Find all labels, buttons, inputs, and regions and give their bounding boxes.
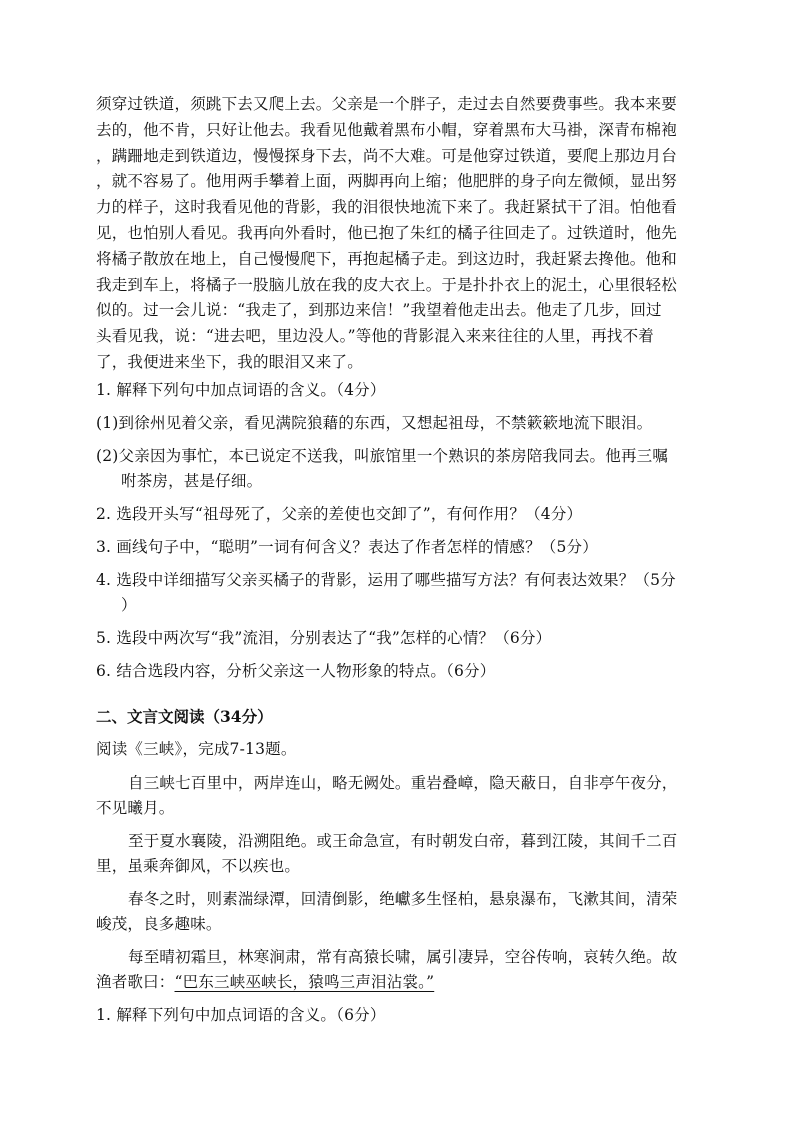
- classical-text-line: 峻茂，良多趣味。: [96, 915, 222, 933]
- passage-line: ，蹒跚地走到铁道边，慢慢探身下去，尚不大难。可是他穿过铁道，要爬上那边月台: [96, 146, 677, 165]
- section-heading: 二、文言文阅读（34分）: [96, 707, 273, 726]
- question-6: 6. 结合选段内容，分析父亲这一人物形象的特点。（6分）: [96, 662, 496, 680]
- section-instruction: 阅读《三峡》，完成7-13题。: [96, 740, 297, 758]
- question-4: 4. 选段中详细描写父亲买橘子的背影，运用了哪些描写方法？有何表达效果？（5分: [96, 571, 676, 589]
- passage-line: 我走到车上，将橘子一股脑儿放在我的皮大衣上。于是扑扑衣上的泥土，心里很轻松: [96, 275, 677, 294]
- passage-line: 头看见我，说：“进去吧，里边没人。”等他的背影混入来来往往的人里，再找不着: [96, 327, 655, 346]
- question-1-item-2: (2)父亲因为事忙，本已说定不送我，叫旅馆里一个熟识的茶房陪我同去。他再三嘱: [96, 447, 669, 465]
- question-5: 5. 选段中两次写“我”流泪，分别表达了“我”怎样的心情？（6分）: [96, 629, 552, 647]
- classical-text-line: 自三峡七百里中，两岸连山，略无阙处。重岩叠嶂，隐天蔽日，自非亭午夜分，: [128, 774, 678, 792]
- question-1-item-2-cont: 咐茶房，甚是仔细。: [121, 472, 263, 490]
- passage-line: 似的。过一会儿说：“我走了，到那边来信！”我望着他走出去。他走了几步，回过: [96, 301, 662, 320]
- classical-question-1: 1. 解释下列句中加点词语的含义。（6分）: [96, 1006, 386, 1024]
- classical-text-line: 春冬之时，则素湍绿潭，回清倒影，绝巘多生怪柏，悬泉瀑布，飞漱其间，清荣: [128, 890, 678, 908]
- passage-line: 将橘子散放在地上，自己慢慢爬下，再抱起橘子走。到这边时，我赶紧去搀他。他和: [96, 249, 677, 268]
- question-4-cont: ）: [121, 596, 137, 614]
- classical-text-line: [96, 970, 434, 992]
- underlined-song-quote: “巴东三峡巫峡长，猿鸣三声泪沾裳。”: [174, 973, 435, 991]
- question-1-item-1: (1)到徐州见着父亲，看见满院狼藉的东西，又想起祖母，不禁簌簌地流下眼泪。: [96, 414, 653, 432]
- fisherman-song-intro: 渔者歌曰：: [96, 973, 175, 991]
- classical-text-line: 每至晴初霜旦，林寒涧肃，常有高猿长啸，属引凄异，空谷传响，哀转久绝。故: [128, 948, 678, 966]
- passage-line: 见，也怕别人看见。我再向外看时，他已抱了朱红的橘子往回走了。过铁道时，他先: [96, 224, 677, 242]
- passage-line: 去的，他不肯，只好让他去。我看见他戴着黑布小帽，穿着黑布大马褂，深青布棉袍: [96, 120, 677, 139]
- classical-text-line: 至于夏水襄陵，沿溯阻绝。或王命急宣，有时朝发白帝，暮到江陵，其间千二百: [128, 832, 678, 850]
- classical-text-line: 里，虽乘奔御风，不以疾也。: [96, 857, 301, 875]
- passage-line: ，就不容易了。他用两手攀着上面，两脚再向上缩；他肥胖的身子向左微倾，显出努: [96, 172, 677, 191]
- question-2: 2. 选段开头写“祖母死了，父亲的差使也交卸了”，有何作用？（4分）: [96, 505, 583, 523]
- classical-text-line: 不见曦月。: [96, 799, 175, 817]
- question-3: 3. 画线句子中，“聪明”一词有何含义？表达了作者怎样的情感？（5分）: [96, 538, 598, 556]
- passage-line: 须穿过铁道，须跳下去又爬上去。父亲是一个胖子，走过去自然要费事些。我本来要: [96, 95, 677, 113]
- passage-line: 力的样子，这时我看见他的背影，我的泪很快地流下来了。我赶紧拭干了泪。怕他看: [96, 198, 677, 217]
- question-1: 1. 解释下列句中加点词语的含义。（4分）: [96, 381, 386, 399]
- passage-line: 了，我便进来坐下，我的眼泪又来了。: [96, 353, 363, 371]
